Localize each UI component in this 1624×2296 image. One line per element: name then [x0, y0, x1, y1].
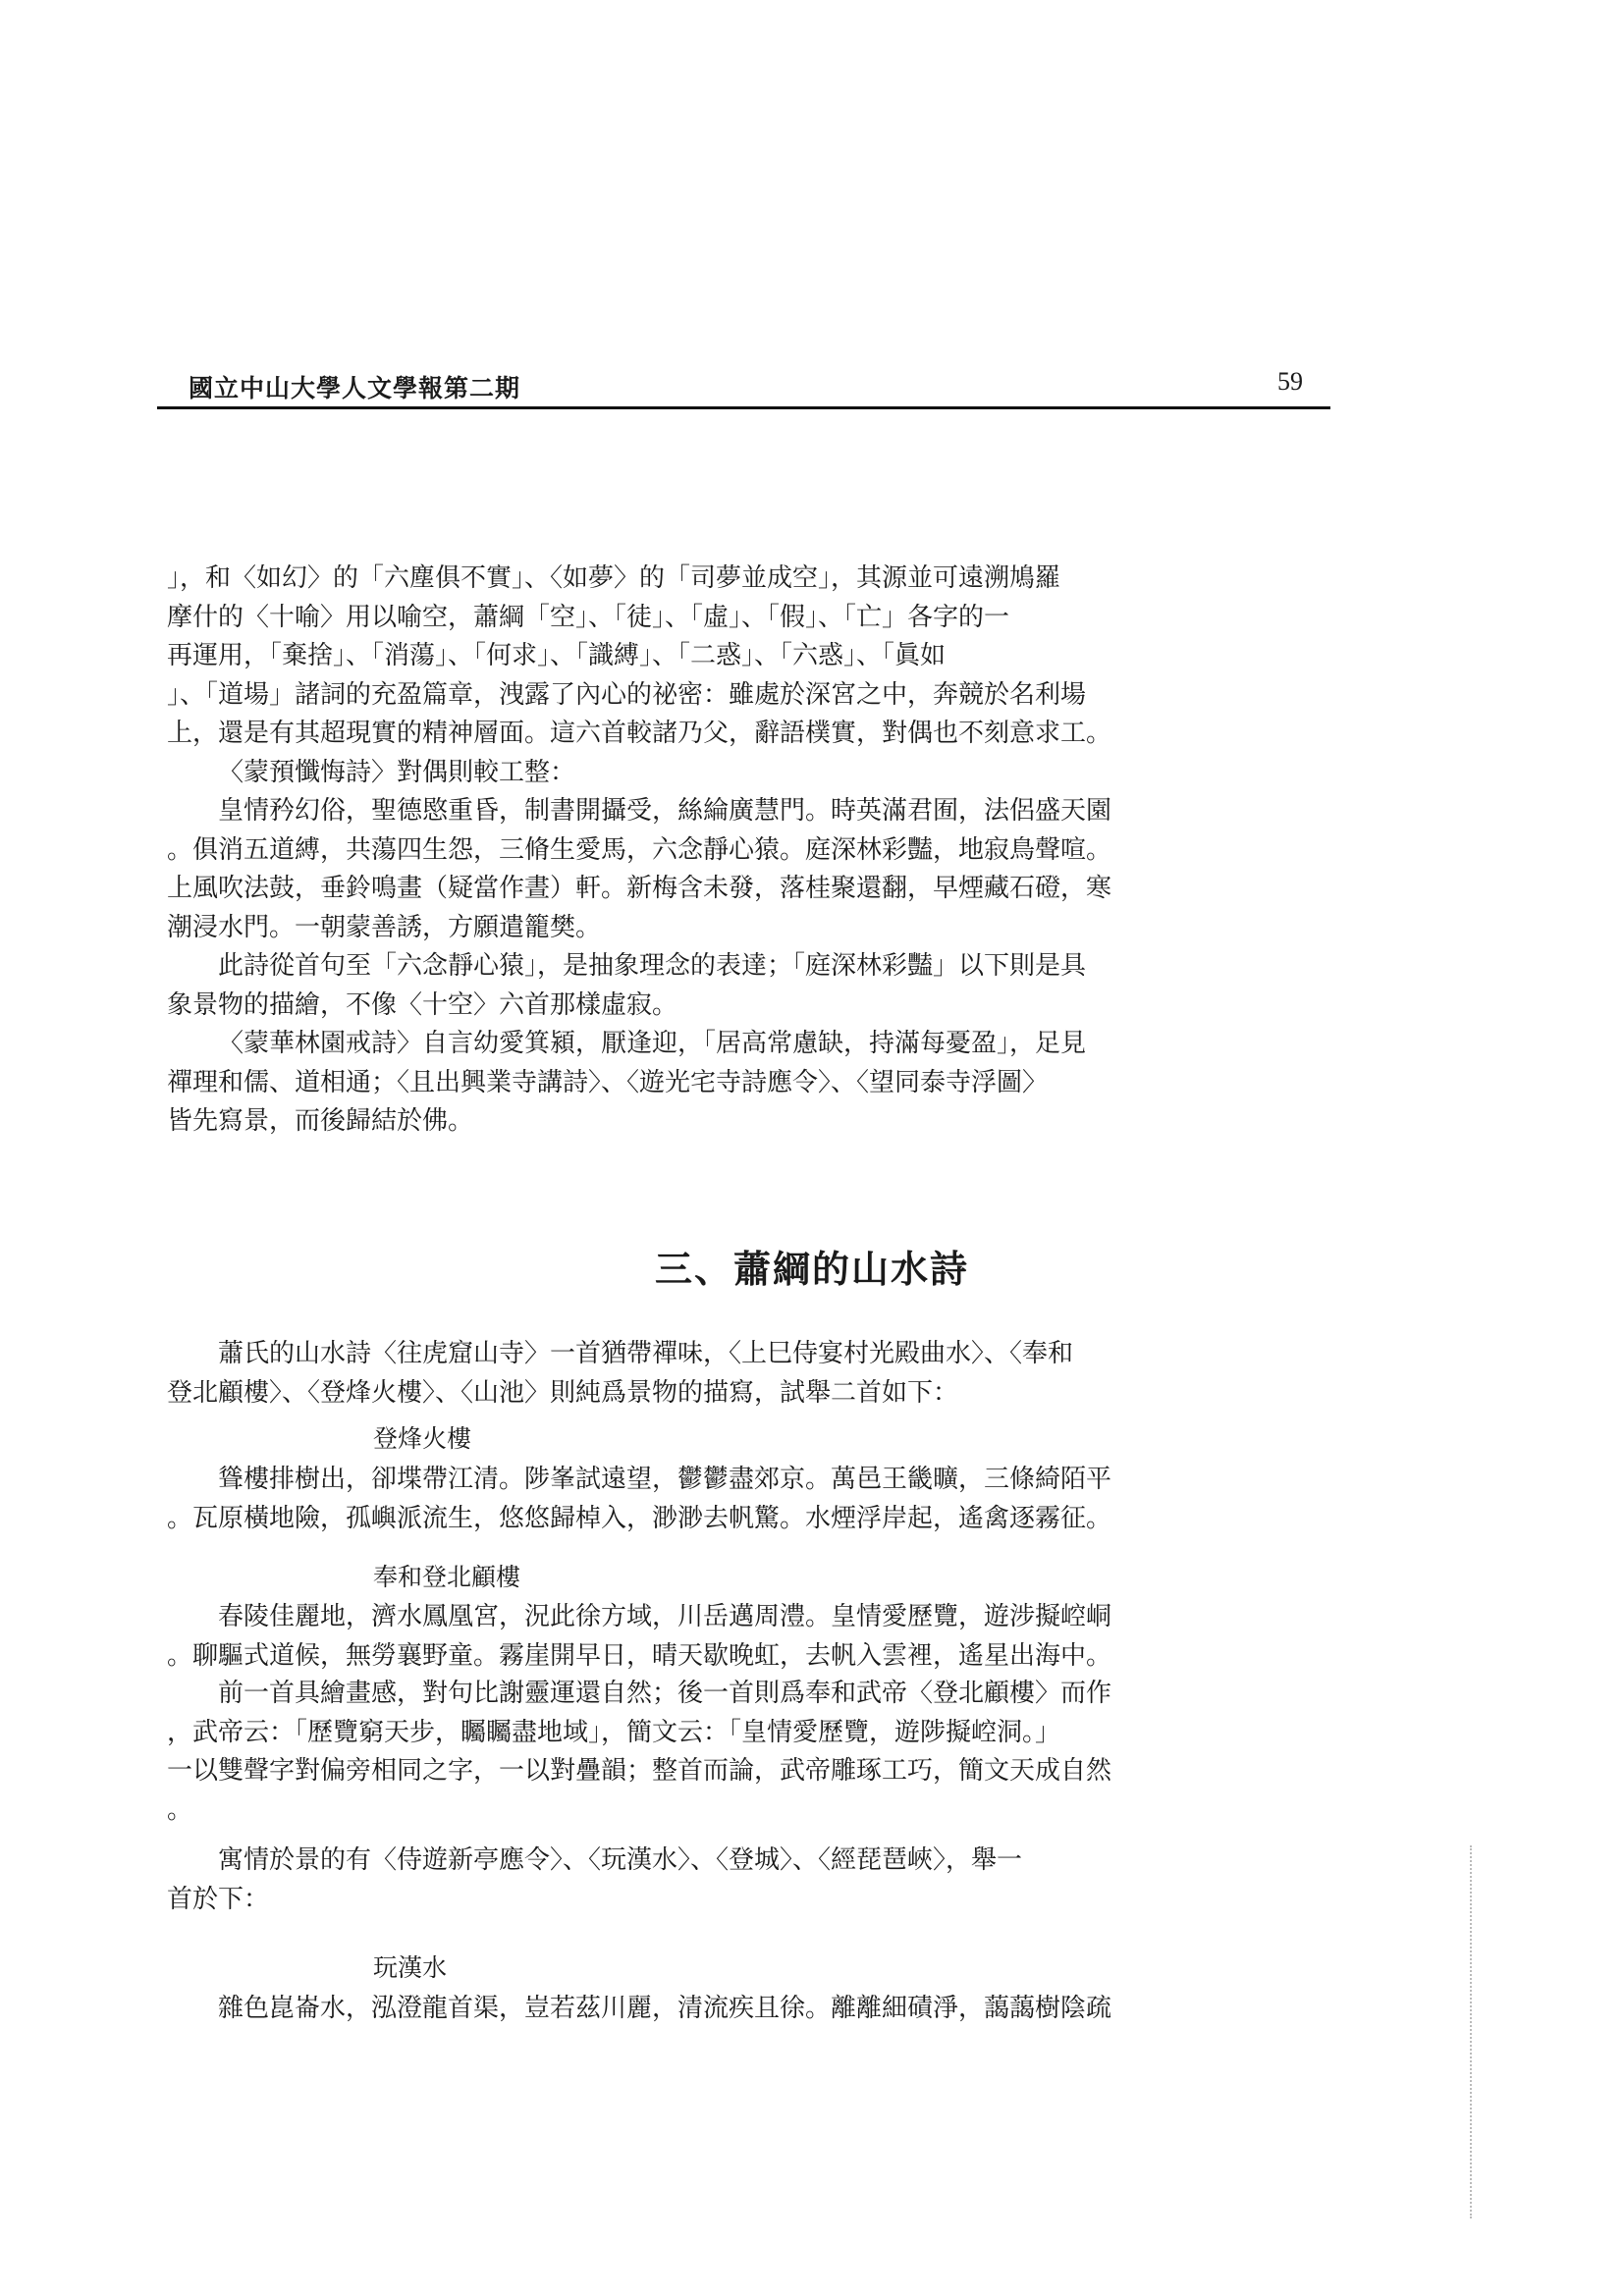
- text-line: 首於下：: [167, 1884, 270, 1914]
- page-number: 59: [1277, 367, 1303, 396]
- text-line: 此詩從首句至「六念靜心猿」，是抽象理念的表達；「庭深林彩豔」以下則是具: [218, 951, 1087, 981]
- poem-body: [167, 1598, 1257, 1676]
- text-line: 」、「道場」諸詞的充盈篇章，洩露了內心的祕密：雖處於深宮之中，奔競於名利場: [167, 679, 1087, 710]
- text-line: 〈蒙華林園戒詩〉自言幼愛箕潁，厭逢迎，「居高常慮缺，持滿每憂盈」，足見: [218, 1029, 1087, 1058]
- quoted-poem-line: 。俱消五道縛，共蕩四生怨，三脩生愛馬，六念靜心猿。庭深林彩豔，地寂鳥聲喧。: [167, 834, 1112, 865]
- poem-line: 雜色崑崙水，泓澄龍首渠，豈若茲川麗，清流疾且徐。離離細磧淨，藹藹樹陰疏: [218, 1994, 1112, 2023]
- poem-body: [167, 1461, 1257, 1538]
- poem-line: 。瓦原橫地險，孤嶼派流生，悠悠歸棹入，渺渺去帆驚。水煙浮岸起，遙禽逐霧征。: [167, 1503, 1112, 1533]
- text-line: 摩什的〈十喻〉用以喻空，蕭綱「空」、「徒」、「虛」、「假」、「亡」各字的一: [167, 602, 1010, 632]
- poem-title: 登烽火樓: [373, 1424, 472, 1453]
- poem-body: [167, 1990, 1257, 2029]
- quoted-poem-line: 潮浸水門。一朝蒙善誘，方願遣籠樊。: [167, 912, 602, 942]
- text-line: 上，還是有其超現實的精神層面。這六首較諸乃父，辭語樸實，對偶也不刻意求工。: [167, 719, 1112, 748]
- text-line: 寓情於景的有〈侍遊新亭應令〉、〈玩漢水〉、〈登城〉、〈經琵琶峽〉，舉一: [218, 1845, 1023, 1875]
- text-line: 再運用，「棄捨」、「消蕩」、「何求」、「識縛」、「二惑」、「六惑」、「眞如: [167, 641, 947, 670]
- text-line: ，武帝云：「歷覽窮天步，矚矚盡地域」，簡文云：「皇情愛歷覽，遊陟擬崆洞。」: [167, 1717, 1061, 1747]
- poem-line: 聳樓排樹出，卻堞帶江清。陟峯試遠望，鬱鬱盡郊京。萬邑王畿曠，三條綺陌平: [218, 1465, 1112, 1494]
- text-line: 」，和〈如幻〉的「六塵俱不實」、〈如夢〉的「司夢並成空」，其源並可遠溯鳩羅: [167, 563, 1061, 593]
- body-text-block: [167, 560, 1257, 1142]
- text-line: 登北顧樓〉、〈登烽火樓〉、〈山池〉則純爲景物的描寫，試舉二首如下：: [167, 1377, 959, 1408]
- text-line: 蕭氏的山水詩〈往虎窟山寺〉一首猶帶禪味，〈上巳侍宴村光殿曲水〉、〈奉和: [218, 1339, 1074, 1368]
- text-line: 前一首具繪畫感，對句比謝靈運還自然；後一首則爲奉和武帝〈登北顧樓〉而作: [218, 1679, 1112, 1708]
- analysis-paragraph: [167, 1675, 1257, 1830]
- quoted-poem-line: 皇情矜幻俗，聖德愍重昏，制書開攝受，絲綸廣慧門。時英滿君囿，法侶盛天園: [218, 796, 1112, 826]
- poem-title: 玩漢水: [373, 1953, 448, 1982]
- closing-paragraph: [167, 1842, 1257, 1919]
- scan-edge-artifact: [1470, 1845, 1474, 2218]
- poem-line: 。聊驅式道候，無勞襄野童。霧崖開早日，晴天歇晚虹，去帆入雲裡，遙星出海中。: [167, 1640, 1112, 1671]
- text-line: 一以雙聲字對偏旁相同之字，一以對疊韻；整首而論，武帝雕琢工巧，簡文天成自然: [167, 1756, 1112, 1786]
- running-header: [157, 361, 1330, 409]
- poem-title: 奉和登北顧樓: [373, 1563, 521, 1591]
- quoted-poem-line: 上風吹法鼓，垂鈴鳴畫（疑當作晝）軒。新梅含未發，落桂聚還翻，早煙藏石磴，寒: [167, 874, 1112, 903]
- poem-line: 春陵佳麗地，濟水鳳凰宮，況此徐方域，川岳邁周澧。皇情愛歷覽，遊涉擬崆峒: [218, 1602, 1112, 1631]
- text-line: 禪理和儒、道相通；〈且出興業寺講詩〉、〈遊光宅寺詩應令〉、〈望同泰寺浮圖〉: [167, 1067, 1049, 1097]
- text-line: 〈蒙預懺悔詩〉對偶則較工整：: [218, 757, 576, 787]
- section-heading: 三、蕭綱的山水詩: [654, 1248, 969, 1291]
- text-line: 象景物的描繪，不像〈十空〉六首那樣虛寂。: [167, 989, 678, 1020]
- journal-title: 國立中山大學人文學報第二期: [189, 374, 521, 402]
- text-line: 皆先寫景，而後歸結於佛。: [167, 1106, 474, 1136]
- intro-paragraph: [167, 1335, 1257, 1413]
- text-line: 。: [167, 1794, 193, 1825]
